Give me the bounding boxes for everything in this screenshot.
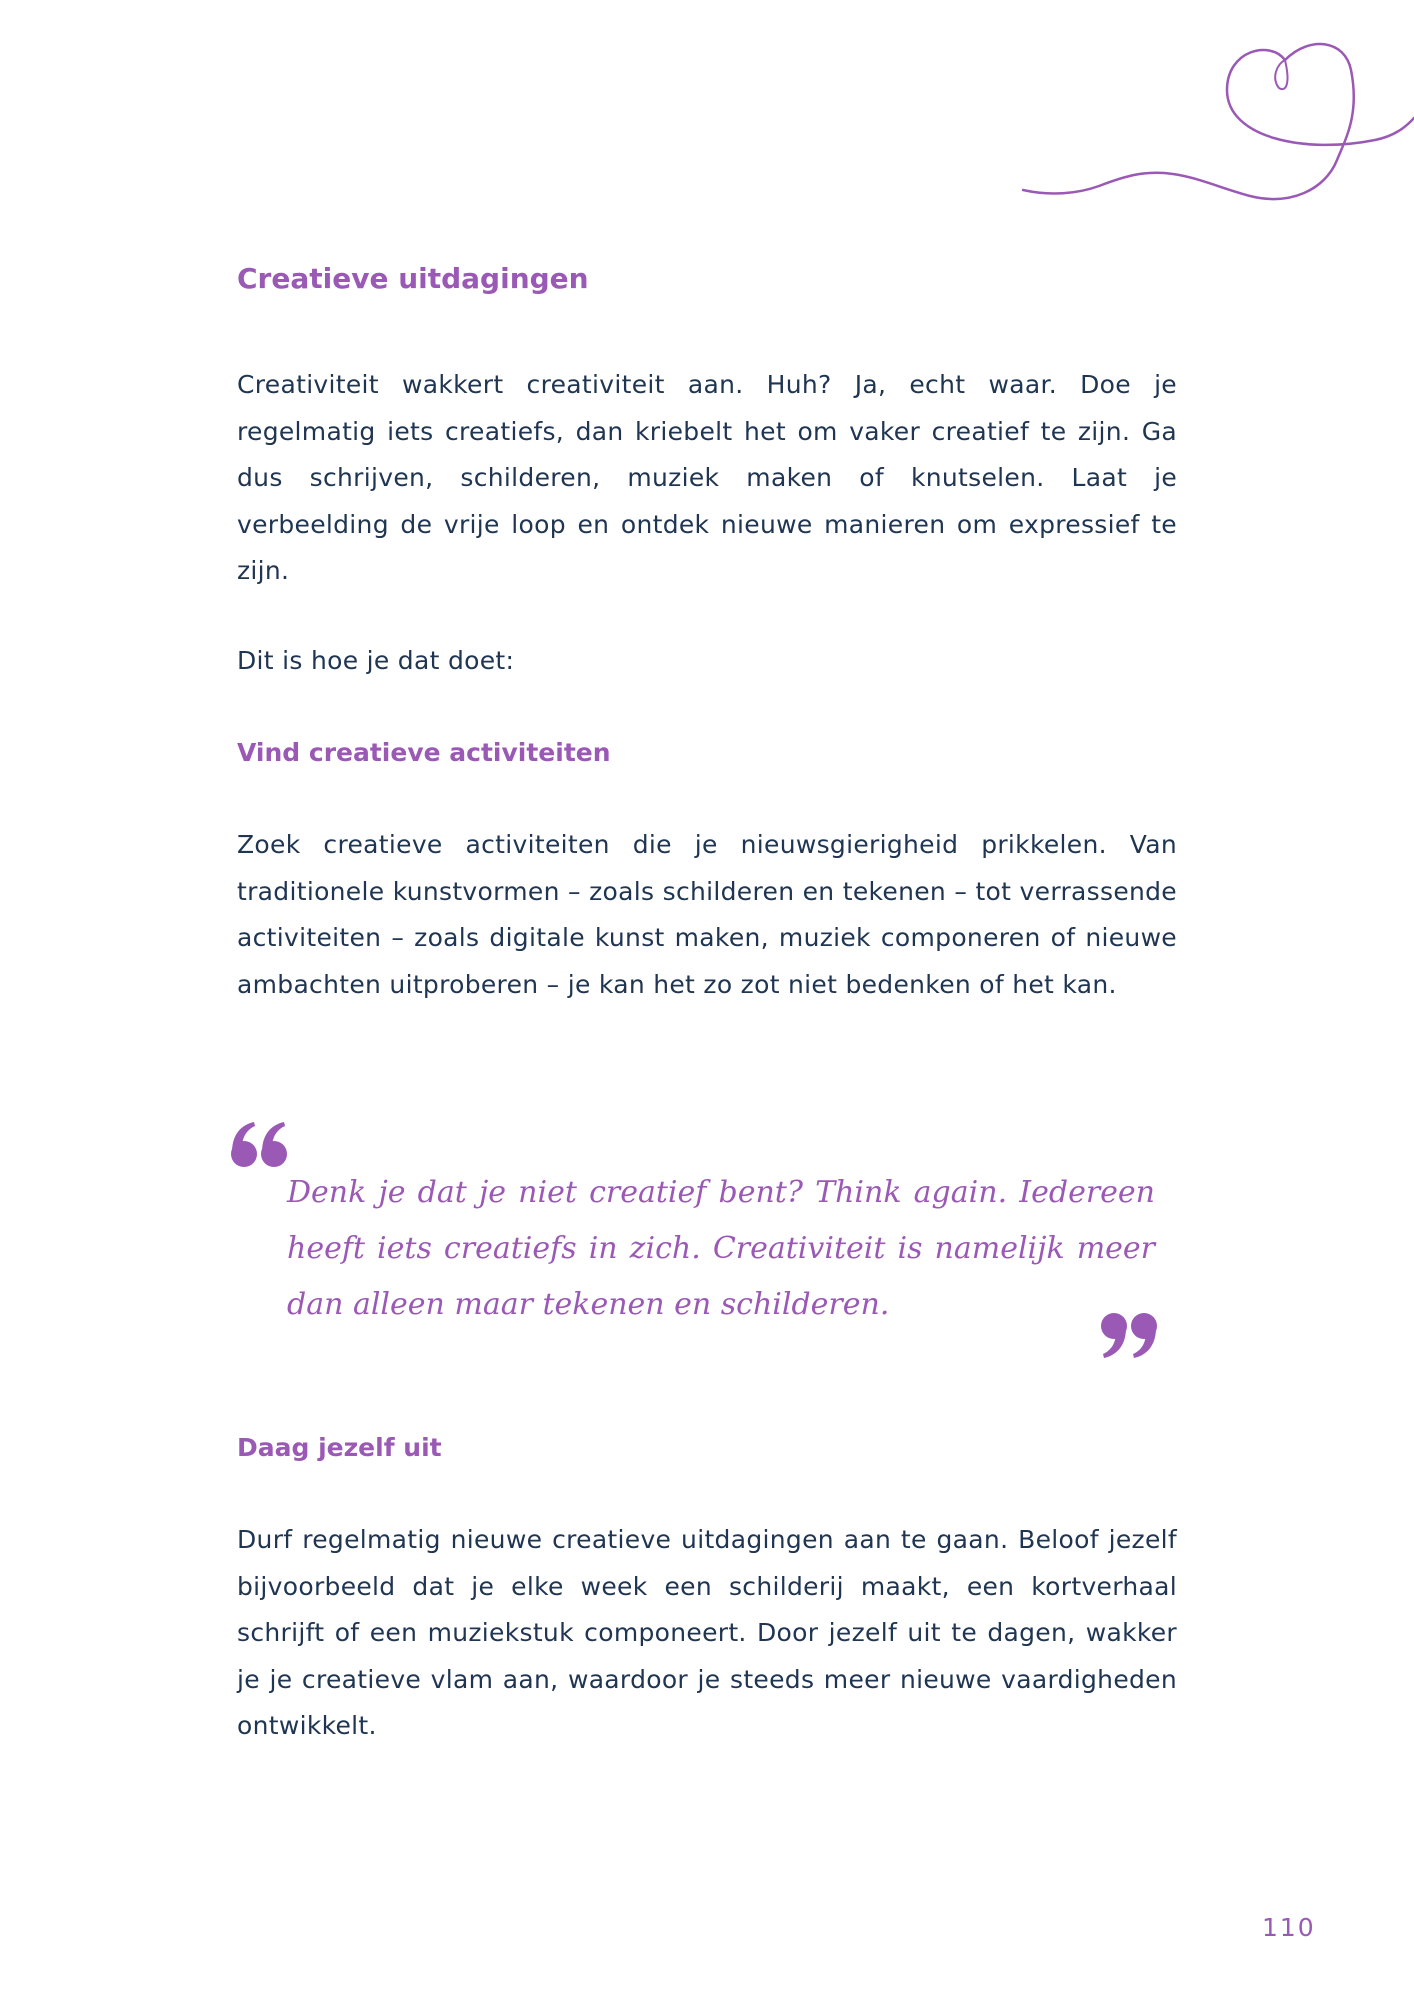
quote-open-icon (230, 1120, 288, 1168)
heart-line-icon (1015, 30, 1414, 215)
quote-text: Denk je dat je niet creatief bent? Think again. Iedereen heeft iets creatiefs in zich. Creativiteit is namelijk meer dan alleen maar tekenen en schilderen. (287, 1175, 1155, 1322)
section-title: Creatieve uitdagingen (237, 262, 589, 295)
subheading-challenge-yourself: Daag jezelf uit (237, 1433, 442, 1462)
find-activities-paragraph: Zoek creatieve activiteiten die je nieuwsgierigheid prikkelen. Van traditionele kunstvormen – zoals schilderen en tekenen – tot verrassende activiteiten – zoals digitale kunst maken, muziek componeren of nieuwe ambachten uitproberen – je kan het zo zot niet bedenken of het kan. (237, 830, 1177, 999)
intro-paragraph: Creativiteit wakkert creativiteit aan. Huh? Ja, echt waar. Doe je regelmatig iets creatiefs, dan kriebelt het om vaker creatief te zijn. Ga dus schrijven, schilderen, muziek maken of knutselen. Laat je verbeelding de vrije loop en ontdek nieuwe manieren om expressief te zijn. (237, 370, 1177, 585)
page-number: 110 (1262, 1913, 1316, 1942)
quote-close-icon (1100, 1312, 1158, 1360)
challenge-paragraph: Durf regelmatig nieuwe creatieve uitdagingen aan te gaan. Beloof jezelf bijvoorbeeld dat je elke week een schilderij maakt, een kortverhaal schrijft of een muziekstuk componeert. Door jezelf uit te dagen, wakker je je creatieve vlam aan, waardoor je steeds meer nieuwe vaardigheden ontwikkelt. (237, 1525, 1177, 1740)
intro-lead: Dit is hoe je dat doet: (237, 646, 515, 675)
pull-quote (230, 1120, 1160, 1365)
subheading-find-activities: Vind creatieve activiteiten (237, 738, 611, 767)
